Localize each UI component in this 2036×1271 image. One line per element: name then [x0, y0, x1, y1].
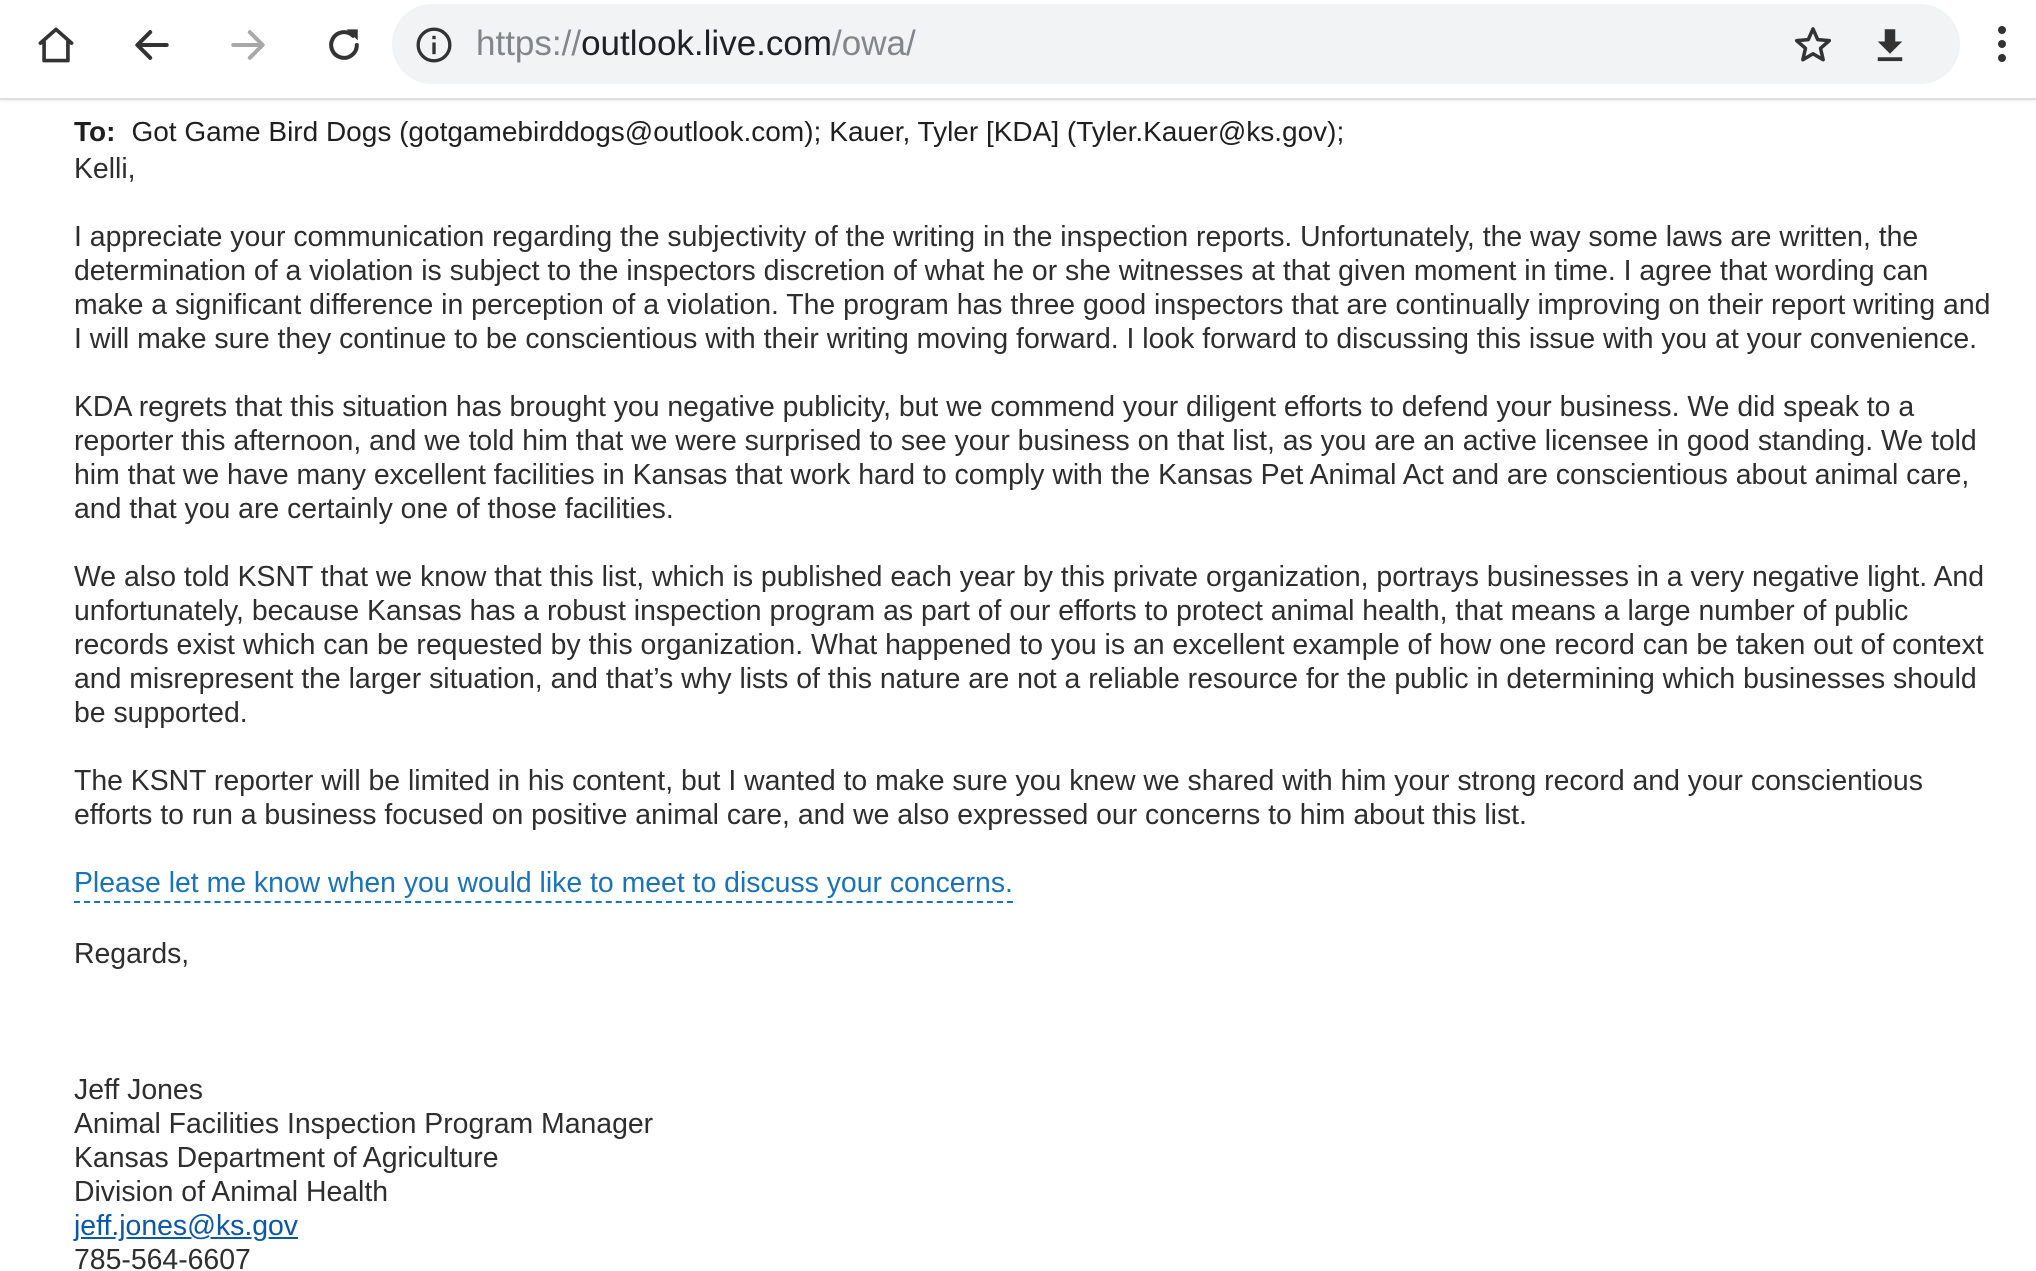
- greeting: Kelli,: [74, 153, 136, 185]
- url-host: outlook.live.com: [581, 24, 833, 63]
- closing: Regards,: [74, 938, 190, 970]
- more-vert-icon[interactable]: [1982, 20, 2022, 68]
- signature-spacer: [74, 1005, 1994, 1073]
- signature-name: Jeff Jones: [74, 1074, 203, 1106]
- forward-button[interactable]: [206, 14, 290, 76]
- email-reading-pane: [0, 100, 2036, 1271]
- signature-email-link[interactable]: jeff.jones@ks.gov: [74, 1210, 298, 1242]
- signature-block: [74, 1073, 1994, 1271]
- body-paragraph: KDA regrets that this situation has brought you negative publicity, but we commend your diligent efforts to defend your business. We did speak to a reporter this afternoon, and we told him that we were surprised to see your business on that list, as you are an active licensee in good standing. We told him that we have many excellent facilities in Kansas that work hard to comply with the Kansas Pet Animal Act and are conscientious about animal care, and that you are certainly one of those facilities.: [74, 391, 1977, 525]
- reload-icon: [322, 23, 366, 67]
- body-paragraph: The KSNT reporter will be limited in his content, but I wanted to make sure you knew we shared with him your strong record and your conscientious efforts to run a business focused on positive animal care, and we also expressed our concerns to him about this list.: [74, 765, 1923, 831]
- home-button[interactable]: [14, 14, 98, 76]
- back-arrow-icon: [130, 23, 174, 67]
- info-icon[interactable]: [414, 25, 454, 65]
- browser-toolbar: [0, 0, 2036, 100]
- meeting-request-link[interactable]: Please let me know when you would like to meet to discuss your concerns.: [74, 867, 1013, 903]
- recipient-chip[interactable]: Kauer, Tyler [KDA] (Tyler.Kauer@ks.gov);: [829, 116, 1345, 147]
- star-icon[interactable]: [1792, 24, 1834, 66]
- signature-title: Animal Facilities Inspection Program Manager: [74, 1108, 654, 1140]
- body-paragraph: I appreciate your communication regarding the subjectivity of the writing in the inspection reports. Unfortunately, the way some laws are written, the determination of a violation is subject to the inspectors discretion of what he or she witnesses at that given moment in time. I agree that wording can make a significant difference in perception of a violation. The program has three good inspectors that are continually improving on their report writing and I will make sure they continue to be conscientious with their writing moving forward. I look forward to discussing this issue with you at your convenience.: [74, 221, 1991, 355]
- address-bar[interactable]: [392, 4, 1960, 84]
- body-paragraph: We also told KSNT that we know that this list, which is published each year by this private organization, portrays businesses in a very negative light. And unfortunately, because Kansas has a robust inspection program as part of our efforts to protect animal health, that means a large number of public records exist which can be requested by this organization. What happened to you is an excellent example of how one record can be taken out of context and misrepresent the larger situation, and that’s why lists of this nature are not a reliable resource for the public in determining which businesses should be supported.: [74, 561, 1985, 729]
- signature-department: Kansas Department of Agriculture: [74, 1142, 499, 1174]
- to-line: [74, 114, 1352, 150]
- download-icon[interactable]: [1869, 24, 1911, 66]
- signature-division: Division of Animal Health: [74, 1176, 389, 1208]
- forward-arrow-icon: [226, 23, 270, 67]
- to-label: To:: [74, 116, 116, 147]
- url-text[interactable]: [476, 24, 916, 64]
- url-scheme: https://: [476, 24, 582, 63]
- back-button[interactable]: [110, 14, 194, 76]
- reload-button[interactable]: [302, 14, 386, 76]
- url-path: /owa/: [832, 24, 916, 63]
- home-icon: [34, 23, 78, 67]
- signature-phone: 785-564-6607: [74, 1244, 251, 1271]
- recipient-chip[interactable]: Got Game Bird Dogs (gotgamebirddogs@outlook.com);: [131, 116, 822, 147]
- meeting-paragraph: [74, 866, 1994, 903]
- email-body: [74, 152, 1994, 1271]
